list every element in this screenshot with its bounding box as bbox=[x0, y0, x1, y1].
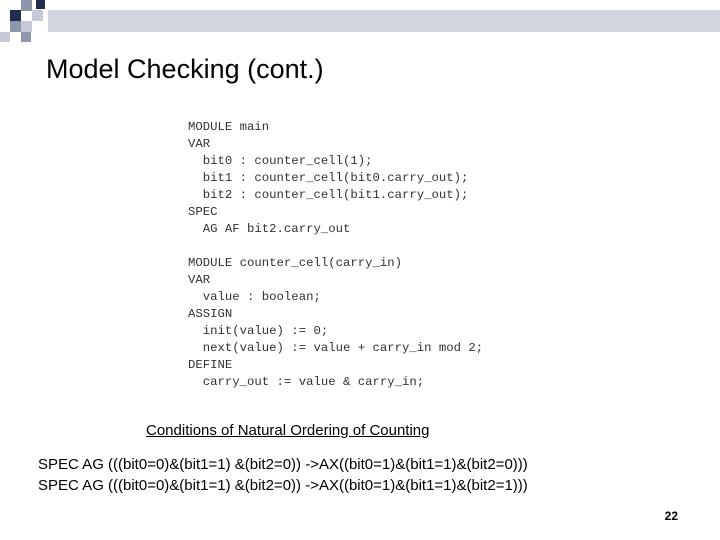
code-blank-line bbox=[188, 238, 483, 255]
code-line: DEFINE bbox=[188, 358, 233, 372]
spec-formulas bbox=[38, 454, 528, 496]
decor-square bbox=[10, 10, 21, 21]
code-line: VAR bbox=[188, 273, 211, 287]
decor-square bbox=[32, 10, 43, 21]
code-line: next(value) := value + carry_in mod 2; bbox=[188, 341, 484, 355]
code-line: bit2 : counter_cell(bit1.carry_out); bbox=[188, 188, 469, 202]
header-decoration bbox=[0, 0, 720, 48]
code-line: init(value) := 0; bbox=[188, 324, 329, 338]
code-line: bit0 : counter_cell(1); bbox=[188, 154, 373, 168]
header-bar bbox=[48, 10, 720, 32]
decor-square bbox=[0, 32, 10, 42]
code-line: carry_out := value & carry_in; bbox=[188, 375, 425, 389]
section-subheading: Conditions of Natural Ordering of Counting bbox=[146, 422, 430, 439]
decor-square bbox=[36, 0, 45, 9]
code-line: ASSIGN bbox=[188, 307, 233, 321]
decor-square bbox=[21, 21, 32, 32]
decor-square bbox=[21, 32, 31, 42]
decor-square bbox=[21, 0, 32, 11]
code-line: SPEC bbox=[188, 205, 218, 219]
page-number: 22 bbox=[664, 509, 678, 523]
code-line: MODULE main bbox=[188, 120, 270, 134]
spec-line: SPEC AG (((bit0=0)&(bit1=1) &(bit2=0)) ->AX((bit0=1)&(bit1=1)&(bit2=0))) bbox=[38, 456, 528, 473]
code-line: bit1 : counter_cell(bit0.carry_out); bbox=[188, 171, 469, 185]
code-listing bbox=[188, 119, 483, 391]
code-line: AG AF bit2.carry_out bbox=[188, 222, 351, 236]
code-line: value : boolean; bbox=[188, 290, 321, 304]
slide-title: Model Checking (cont.) bbox=[46, 54, 324, 84]
spec-line: SPEC AG (((bit0=0)&(bit1=1) &(bit2=0)) ->AX((bit0=1)&(bit1=1)&(bit2=1))) bbox=[38, 477, 528, 494]
code-line: VAR bbox=[188, 137, 211, 151]
decor-square bbox=[10, 21, 21, 32]
code-line: MODULE counter_cell(carry_in) bbox=[188, 256, 403, 270]
